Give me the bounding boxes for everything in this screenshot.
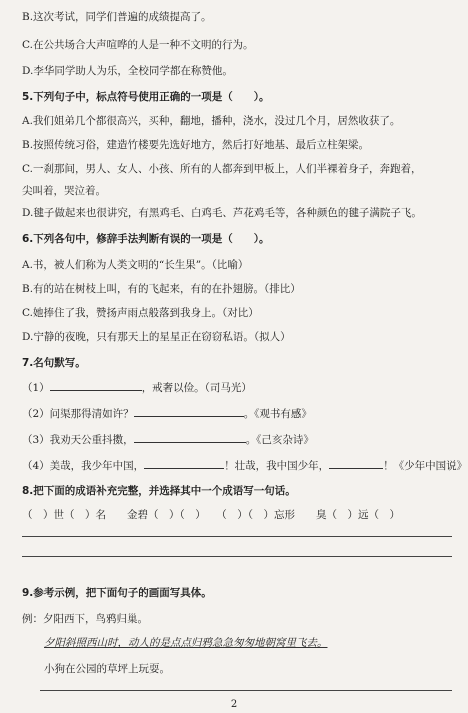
q4-option-d: D.李华同学助人为乐，全校同学都在称赞他。 (22, 65, 233, 77)
q7-1-tail: ，戒奢以俭。（司马光） (141, 382, 252, 394)
q7-item-1 (22, 380, 252, 395)
q7-3-blank[interactable] (134, 432, 246, 443)
q6-option-b: B.有的站在树枝上叫，有的飞起来，有的在扑翅膀。（排比） (22, 283, 301, 295)
q7-4-tail: ！《少年中国说》 (383, 460, 468, 472)
q7-4-head: （4）美哉，我少年中国， (22, 460, 145, 472)
q8-answer-line-2[interactable] (22, 556, 452, 557)
q7-3-head: （3）我劝天公重抖擞， (22, 434, 134, 446)
q7-item-2 (22, 406, 312, 421)
q9-example: 例：夕阳西下，鸟鸦归巢。 (22, 613, 148, 625)
question-9-title: 9.参考示例，把下面句子的画面写具体。 (22, 587, 212, 599)
q6-option-c: C.她捧住了我，赞扬声雨点般落到我身上。（对比） (22, 307, 259, 319)
q7-1-label: （1） (22, 382, 50, 394)
page-number: 2 (230, 699, 238, 710)
q7-4-blank-1[interactable] (144, 458, 224, 469)
q8-answer-line-1[interactable] (22, 536, 452, 537)
q7-2-blank[interactable] (134, 406, 244, 417)
q5-option-c-line1: C.一刹那间，男人、女人、小孩、所有的人都奔到甲板上，人们半裸着身子，奔跑着， (22, 163, 422, 175)
question-8-title: 8.把下面的成语补充完整，并选择其中一个成语写一句话。 (22, 485, 296, 497)
q8-idioms: （ ）世（ ）名 金碧（ ）（ ） （ ）（ ）忘形 臭（ ）远（ ） (22, 509, 400, 521)
q5-option-b: B.按照传统习俗，建造竹楼要先选好地方，然后打好地基、最后立柱架梁。 (22, 139, 370, 151)
q4-option-c: C.在公共场合大声喧哗的人是一种不文明的行为。 (22, 39, 254, 51)
question-5-title: 5.下列句子中，标点符号使用正确的一项是（ ）。 (22, 91, 270, 103)
q7-1-blank[interactable] (50, 380, 142, 391)
question-7-title: 7.名句默写。 (22, 357, 86, 369)
q4-option-b: B.这次考试，同学们普遍的成绩提高了。 (22, 11, 212, 23)
q5-option-a: A.我们姐弟几个都很高兴，买种，翻地，播种，浇水，没过几个月，居然收获了。 (22, 115, 401, 127)
q7-4-mid: ！壮哉，我中国少年， (224, 460, 330, 472)
q7-item-3 (22, 432, 314, 447)
q9-answer-line[interactable] (40, 690, 452, 691)
q7-3-tail: 。《己亥杂诗》 (245, 434, 314, 446)
q7-item-4 (22, 458, 467, 473)
q9-task: 小狗在公园的草坪上玩耍。 (44, 663, 170, 675)
q6-option-a: A.书，被人们称为人类文明的“长生果”。（比喻） (22, 259, 249, 271)
q6-option-d: D.宁静的夜晚，只有那天上的星星正在窃窃私语。（拟人） (22, 331, 291, 343)
q9-example-answer (44, 636, 328, 650)
q5-option-c-line2: 尖叫着，哭泣着。 (22, 185, 106, 197)
q5-option-d: D.毽子做起来也很讲究，有黑鸡毛、白鸡毛、芦花鸡毛等，各种颜色的毽子满院子飞。 (22, 207, 422, 219)
q9-handwritten-answer: 夕阳斜照西山时，动人的是点点归鸦急急匆匆地朝窝里飞去。 (44, 637, 328, 649)
q7-4-blank-2[interactable] (329, 458, 383, 469)
q7-2-tail: 。《观书有感》 (243, 408, 312, 420)
question-6-title: 6.下列各句中，修辞手法判断有误的一项是（ ）。 (22, 233, 270, 245)
q7-2-head: （2）问渠那得清如许？ (22, 408, 134, 420)
